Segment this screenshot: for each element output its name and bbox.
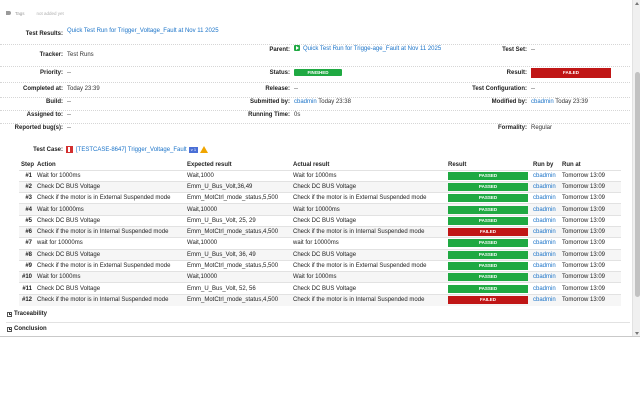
step-action-cell: Check if the motor is in Internal Suspended mode	[35, 294, 185, 305]
step-expected-cell: Emm_U_Bus_Volt, 36, 49	[185, 249, 291, 260]
running-time-label: Running Time:	[248, 112, 290, 118]
status-label: Status:	[269, 70, 290, 76]
step-result-cell	[446, 283, 531, 294]
table-row	[19, 170, 621, 181]
step-run-by-cell	[531, 283, 560, 294]
step-result-cell	[446, 170, 531, 181]
step-actual-cell: Check if the motor is in Internal Suspended mode	[291, 294, 446, 305]
completed-value: Today 23:39	[67, 86, 100, 92]
step-number-cell: #11	[19, 283, 35, 294]
step-expected-cell: Wait,10000	[185, 204, 291, 215]
step-actual-cell: wait for 10000ms	[291, 238, 446, 249]
result-badge: PASSED	[448, 206, 528, 214]
run-by-link[interactable]: cbadmin	[533, 172, 556, 179]
step-action-cell: Check DC BUS Voltage	[35, 283, 185, 294]
test-case-icon	[66, 146, 73, 153]
step-number-cell: #12	[19, 294, 35, 305]
reported-bugs-label: Reported bug(s):	[14, 125, 63, 131]
plus-box-icon	[7, 312, 12, 317]
step-run-at-cell: Tomorrow 13:09	[560, 238, 621, 249]
result-badge: PASSED	[448, 217, 528, 225]
result-badge: PASSED	[448, 183, 528, 191]
col-expected: Expected result	[187, 161, 232, 168]
step-run-by-cell	[531, 249, 560, 260]
step-result-cell	[446, 226, 531, 237]
step-action-cell: Wait for 1000ms	[35, 170, 185, 181]
step-action-cell: Check DC BUS Voltage	[35, 249, 185, 260]
run-by-link[interactable]: cbadmin	[533, 229, 556, 236]
step-result-cell	[446, 260, 531, 271]
result-value: FAILED	[531, 68, 611, 78]
step-expected-cell: Emm_MotCtrl_mode_status,5,500	[185, 260, 291, 271]
tags-value: not added yet	[36, 10, 64, 16]
step-run-by-cell	[531, 181, 560, 192]
run-by-link[interactable]: cbadmin	[533, 263, 556, 270]
table-row	[19, 215, 621, 226]
col-action: Action	[37, 161, 56, 168]
test-case-field	[66, 146, 208, 153]
step-run-by-cell	[531, 260, 560, 271]
step-expected-cell: Emm_MotCtrl_mode_status,4,500	[185, 226, 291, 237]
run-by-link[interactable]: cbadmin	[533, 217, 556, 224]
version-badge[interactable]: v 1	[190, 146, 197, 152]
step-result-cell	[446, 215, 531, 226]
step-run-by-cell	[531, 226, 560, 237]
run-by-link[interactable]: cbadmin	[533, 251, 556, 258]
step-expected-cell: Wait,10000	[185, 272, 291, 283]
step-run-at-cell: Tomorrow 13:09	[560, 193, 621, 204]
step-result-cell	[446, 238, 531, 249]
table-header-row	[19, 160, 621, 170]
step-actual-cell: Check if the motor is in External Suspended mode	[291, 193, 446, 204]
step-actual-cell: Check DC BUS Voltage	[291, 283, 446, 294]
run-by-link[interactable]: cbadmin	[533, 285, 556, 292]
step-run-by-cell	[531, 294, 560, 305]
table-row	[19, 283, 621, 294]
step-expected-cell: Emm_U_Bus_Volt, 25, 29	[185, 215, 291, 226]
parent-label: Parent:	[269, 47, 290, 53]
test-case-label: Test Case:	[33, 147, 63, 153]
table-row	[19, 272, 621, 283]
tag-icon	[6, 10, 12, 16]
step-run-by-cell	[531, 204, 560, 215]
result-badge: PASSED	[448, 262, 528, 270]
run-by-link[interactable]: cbadmin	[533, 195, 556, 202]
step-number-cell: #3	[19, 193, 35, 204]
table-row	[19, 226, 621, 237]
step-actual-cell: Check if the motor is in Internal Suspended mode	[291, 226, 446, 237]
release-value: --	[294, 86, 298, 92]
step-number-cell: #1	[19, 170, 35, 181]
formality-label: Formality:	[497, 125, 527, 131]
submitted-by-field	[294, 99, 351, 105]
step-actual-cell: Check if the motor is in External Suspended mode	[291, 260, 446, 271]
conclusion-section[interactable]	[7, 326, 47, 332]
result-badge: FAILED	[448, 296, 528, 304]
step-actual-cell: Wait for 1000ms	[291, 272, 446, 283]
step-result-cell	[446, 294, 531, 305]
step-expected-cell: Emm_MotCtrl_mode_status,4,500	[185, 294, 291, 305]
step-number-cell: #6	[19, 226, 35, 237]
step-result-cell	[446, 272, 531, 283]
result-badge: PASSED	[448, 239, 528, 247]
step-run-at-cell: Tomorrow 13:09	[560, 226, 621, 237]
step-action-cell: Check if the motor is in Internal Suspended mode	[35, 226, 185, 237]
plus-box-icon	[7, 327, 12, 332]
step-action-cell: Wait for 10000ms	[35, 204, 185, 215]
step-run-by-cell	[531, 193, 560, 204]
scroll-down-icon[interactable]	[635, 332, 639, 335]
col-result: Result	[448, 161, 467, 168]
tracker-value: Test Runs	[67, 52, 94, 58]
step-run-at-cell: Tomorrow 13:09	[560, 283, 621, 294]
scroll-up-icon[interactable]	[635, 2, 639, 5]
table-row	[19, 260, 621, 271]
result-badge: PASSED	[448, 285, 528, 293]
step-run-by-cell	[531, 215, 560, 226]
table-row	[19, 294, 621, 305]
step-actual-cell: Wait for 1000ms	[291, 170, 446, 181]
step-number-cell: #10	[19, 272, 35, 283]
build-value: --	[67, 99, 71, 105]
step-expected-cell: Emm_U_Bus_Volt, 52, 56	[185, 283, 291, 294]
step-run-at-cell: Tomorrow 13:09	[560, 181, 621, 192]
warning-icon	[200, 146, 208, 153]
modified-time: Today 23:39	[555, 99, 588, 105]
step-run-at-cell: Tomorrow 13:09	[560, 204, 621, 215]
step-run-at-cell: Tomorrow 13:09	[560, 260, 621, 271]
test-configuration-value: --	[531, 86, 535, 92]
test-results-label: Test Results:	[25, 31, 63, 37]
step-run-by-cell	[531, 238, 560, 249]
scrollbar-thumb[interactable]	[635, 72, 640, 297]
run-by-link[interactable]: cbadmin	[533, 274, 556, 281]
step-action-cell: wait for 10000ms	[35, 238, 185, 249]
step-run-at-cell: Tomorrow 13:09	[560, 249, 621, 260]
result-badge: FAILED	[448, 228, 528, 236]
step-expected-cell: Wait,10000	[185, 238, 291, 249]
step-result-cell	[446, 204, 531, 215]
step-run-by-cell	[531, 170, 560, 181]
completed-label: Completed at:	[22, 86, 63, 92]
parent-link[interactable]: Quick Test Run for Trigge-age_Fault at Nov 11 2025	[303, 46, 442, 52]
submitted-by-user[interactable]: cbadmin	[294, 99, 317, 105]
step-number-cell: #4	[19, 204, 35, 215]
step-expected-cell: Wait,1000	[185, 170, 291, 181]
play-icon	[294, 45, 300, 51]
status-value: FINISHED	[294, 69, 342, 76]
modified-by-field	[531, 99, 588, 105]
step-action-cell: Wait for 1000ms	[35, 272, 185, 283]
formality-value: Regular	[531, 125, 553, 131]
step-actual-cell: Check DC BUS Voltage	[291, 181, 446, 192]
run-by-link[interactable]: cbadmin	[533, 183, 556, 190]
priority-label: Priority:	[39, 70, 63, 76]
step-action-cell: Check if the motor is in External Suspended mode	[35, 260, 185, 271]
step-actual-cell: Check DC BUS Voltage	[291, 249, 446, 260]
result-label: Result:	[506, 70, 527, 76]
traceability-label: Traceability	[14, 311, 48, 317]
step-result-cell	[446, 193, 531, 204]
step-number-cell: #7	[19, 238, 35, 249]
traceability-section[interactable]	[7, 311, 47, 317]
step-action-cell: Check if the motor is in External Suspended mode	[35, 193, 185, 204]
step-expected-cell: Emm_U_Bus_Volt,36,49	[185, 181, 291, 192]
status-badge	[294, 69, 342, 76]
table-row	[19, 181, 621, 192]
step-run-at-cell: Tomorrow 13:09	[560, 272, 621, 283]
step-number-cell: #2	[19, 181, 35, 192]
step-run-at-cell: Tomorrow 13:09	[560, 215, 621, 226]
col-run-at: Run at	[562, 161, 581, 168]
tags-bar[interactable]	[6, 8, 64, 18]
table-row	[19, 249, 621, 260]
release-label: Release:	[265, 86, 290, 92]
result-badge: PASSED	[448, 194, 528, 202]
result-badge	[531, 68, 611, 78]
step-actual-cell: Wait for 10000ms	[291, 204, 446, 215]
step-result-cell	[446, 181, 531, 192]
result-badge: PASSED	[448, 273, 528, 281]
assigned-to-label: Assigned to:	[26, 112, 63, 118]
step-run-by-cell	[531, 272, 560, 283]
table-row	[19, 238, 621, 249]
test-steps-table	[19, 160, 621, 306]
run-by-link[interactable]: cbadmin	[533, 297, 556, 304]
run-by-link[interactable]: cbadmin	[533, 240, 556, 247]
build-label: Build:	[46, 99, 63, 105]
step-action-cell: Check DC BUS Voltage	[35, 215, 185, 226]
step-expected-cell: Emm_MotCtrl_mode_status,5,500	[185, 193, 291, 204]
parent-field	[294, 45, 464, 53]
tags-label: Tags	[15, 10, 25, 16]
result-badge: PASSED	[448, 251, 528, 259]
submitted-time: Today 23:38	[318, 99, 351, 105]
step-run-at-cell: Tomorrow 13:09	[560, 294, 621, 305]
conclusion-label: Conclusion	[14, 326, 47, 332]
col-step: Step	[21, 161, 35, 168]
reported-bugs-value: --	[67, 125, 71, 131]
test-case-link[interactable]: [TESTCASE-8647] Trigger_Voltage_Fault	[76, 147, 187, 154]
modified-by-label: Modified by:	[491, 99, 527, 105]
col-actual: Actual result	[293, 161, 330, 168]
test-set-label: Test Set:	[502, 47, 527, 53]
step-actual-cell: Check DC BUS Voltage	[291, 215, 446, 226]
step-run-at-cell: Tomorrow 13:09	[560, 170, 621, 181]
assigned-to-value: --	[67, 112, 71, 118]
col-run-by: Run by	[533, 161, 554, 168]
submitted-by-label: Submitted by:	[250, 99, 290, 105]
run-by-link[interactable]: cbadmin	[533, 206, 556, 213]
step-number-cell: #5	[19, 215, 35, 226]
step-number-cell: #9	[19, 260, 35, 271]
step-action-cell: Check DC BUS Voltage	[35, 181, 185, 192]
test-results-link[interactable]: Quick Test Run for Trigger_Voltage_Fault at Nov 11 2025	[67, 28, 219, 34]
tracker-label: Tracker:	[39, 52, 63, 58]
modified-by-user[interactable]: cbadmin	[531, 99, 554, 105]
result-badge: PASSED	[448, 172, 528, 180]
step-number-cell: #8	[19, 249, 35, 260]
table-row	[19, 193, 621, 204]
test-configuration-label: Test Configuration:	[472, 86, 527, 92]
running-time-value: 0s	[294, 112, 301, 118]
priority-value: --	[67, 70, 71, 76]
test-set-value: --	[531, 47, 535, 53]
step-result-cell	[446, 249, 531, 260]
vertical-scrollbar[interactable]	[632, 0, 640, 337]
table-row	[19, 204, 621, 215]
